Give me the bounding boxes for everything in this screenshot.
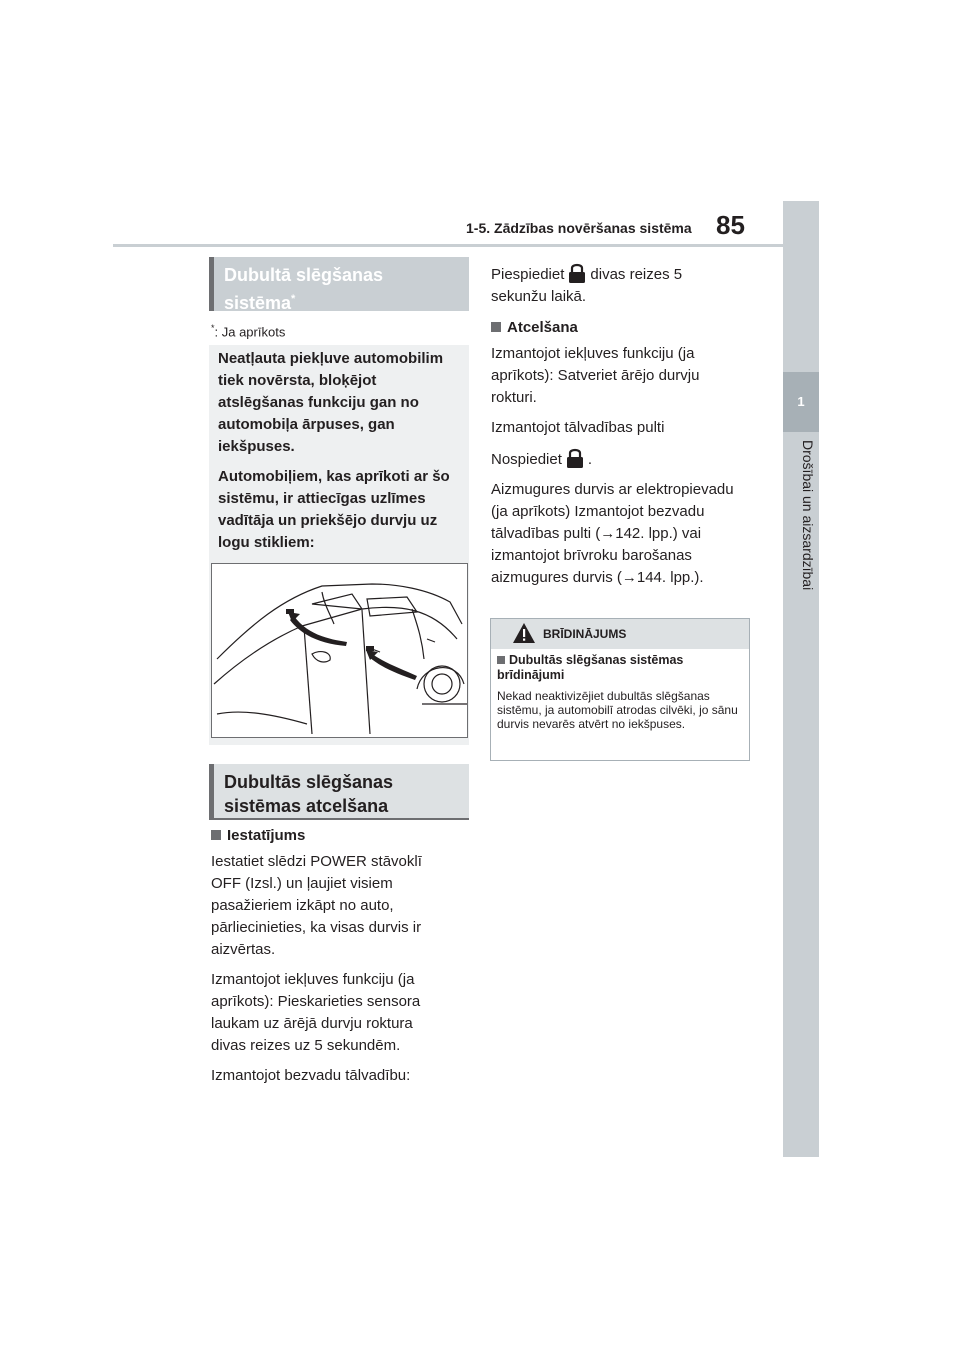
heading-cancel-double-locking (209, 764, 469, 820)
subheading-text: Atcelšana (507, 319, 578, 336)
warning-triangle-icon (512, 622, 536, 644)
page-number: 85 (716, 210, 745, 240)
footnote-marker: * (291, 293, 296, 305)
square-bullet-icon (211, 830, 221, 840)
car-drawing (212, 564, 467, 737)
intro-paragraph: Automobiļiem, kas aprīkoti ar šo sistēmu, ir attiecīgas uzlīmes vadītāja un priekšējo durvju uz logu stikliem: (218, 468, 450, 551)
chapter-tab: 1 (783, 372, 819, 432)
paragraph: Aizmugures durvis ar elektropievadu (ja aprīkots) Izmantojot bezvadu tālvadības pulti (→142. lpp.) vai izmantojot brīvroku barošanas aizmugures durvis (→144. lpp.). (491, 481, 734, 586)
square-bullet-icon (497, 656, 505, 664)
text-fragment: Nospiediet (491, 451, 562, 468)
warning-title: BRĪDINĀJUMS (543, 627, 627, 641)
car-illustration (211, 563, 468, 738)
subheading-text: Iestatījums (227, 827, 306, 844)
side-tab (783, 201, 819, 1157)
press-lock-text (491, 262, 741, 316)
paragraph: Izmantojot tālvadības pulti (491, 419, 665, 436)
warning-box (490, 618, 750, 761)
square-bullet-icon (491, 322, 501, 332)
chapter-title: Drošībai un aizsardzībai (800, 440, 816, 591)
paragraph: Izmantojot iekļuves funkciju (ja aprīkots): Satveriet ārējo durvju rokturi. (491, 345, 700, 406)
heading-text: Dubultā slēgšanas sistēma (224, 265, 384, 313)
text-fragment: Piespiediet (491, 266, 565, 283)
warning-subtitle (497, 653, 742, 683)
footnote-star: * (211, 323, 215, 333)
warning-subtitle-text: Dubultās slēgšanas sistēmas brīdinājumi (497, 653, 684, 682)
warning-body: Nekad neaktivizējiet dubultās slēgšanas sistēmu, ja automobilī atrodas cilvēki, jo sānu durvis nevarēs atvērt no iekšpuses. (497, 689, 738, 731)
paragraph: Iestatiet slēdzi POWER stāvoklī OFF (Izsl.) un ļaujiet visiem pasažieriem izkāpt no auto, pārliecinieties, ka visas durvis ir aizvērtas. (211, 853, 422, 958)
footnote (211, 323, 285, 339)
subheading-cancel (491, 318, 578, 338)
heading-text: Dubultās slēgšanas sistēmas atcelšana (224, 772, 394, 816)
warning-header (491, 619, 749, 649)
text-fragment: . (587, 451, 593, 468)
paragraph: Izmantojot iekļuves funkciju (ja aprīkots): Pieskarieties sensora laukam uz ārējā durvju roktura divas reizes uz 5 sekundēm. (211, 971, 421, 1054)
header-divider (113, 244, 783, 247)
heading-double-locking (209, 257, 469, 311)
lock-icon (568, 262, 586, 284)
intro-text (218, 348, 458, 562)
lock-icon (566, 447, 584, 469)
paragraph: Izmantojot bezvadu tālvadību: (211, 1067, 411, 1084)
intro-paragraph: Neatļauta piekļuve automobilim tiek novērsta, bloķējot atslēgšanas funkciju gan no automobiļa ārpuses, gan iekšpuses. (218, 350, 444, 455)
text-fragment: divas reizes 5 sekunžu laikā. (491, 266, 683, 305)
settings-text (211, 851, 451, 1095)
footnote-text: : Ja aprīkots (214, 324, 286, 340)
subheading-settings (211, 826, 305, 846)
cancel-text (491, 343, 741, 597)
section-title: 1-5. Zādzības novēršanas sistēma (466, 220, 692, 236)
